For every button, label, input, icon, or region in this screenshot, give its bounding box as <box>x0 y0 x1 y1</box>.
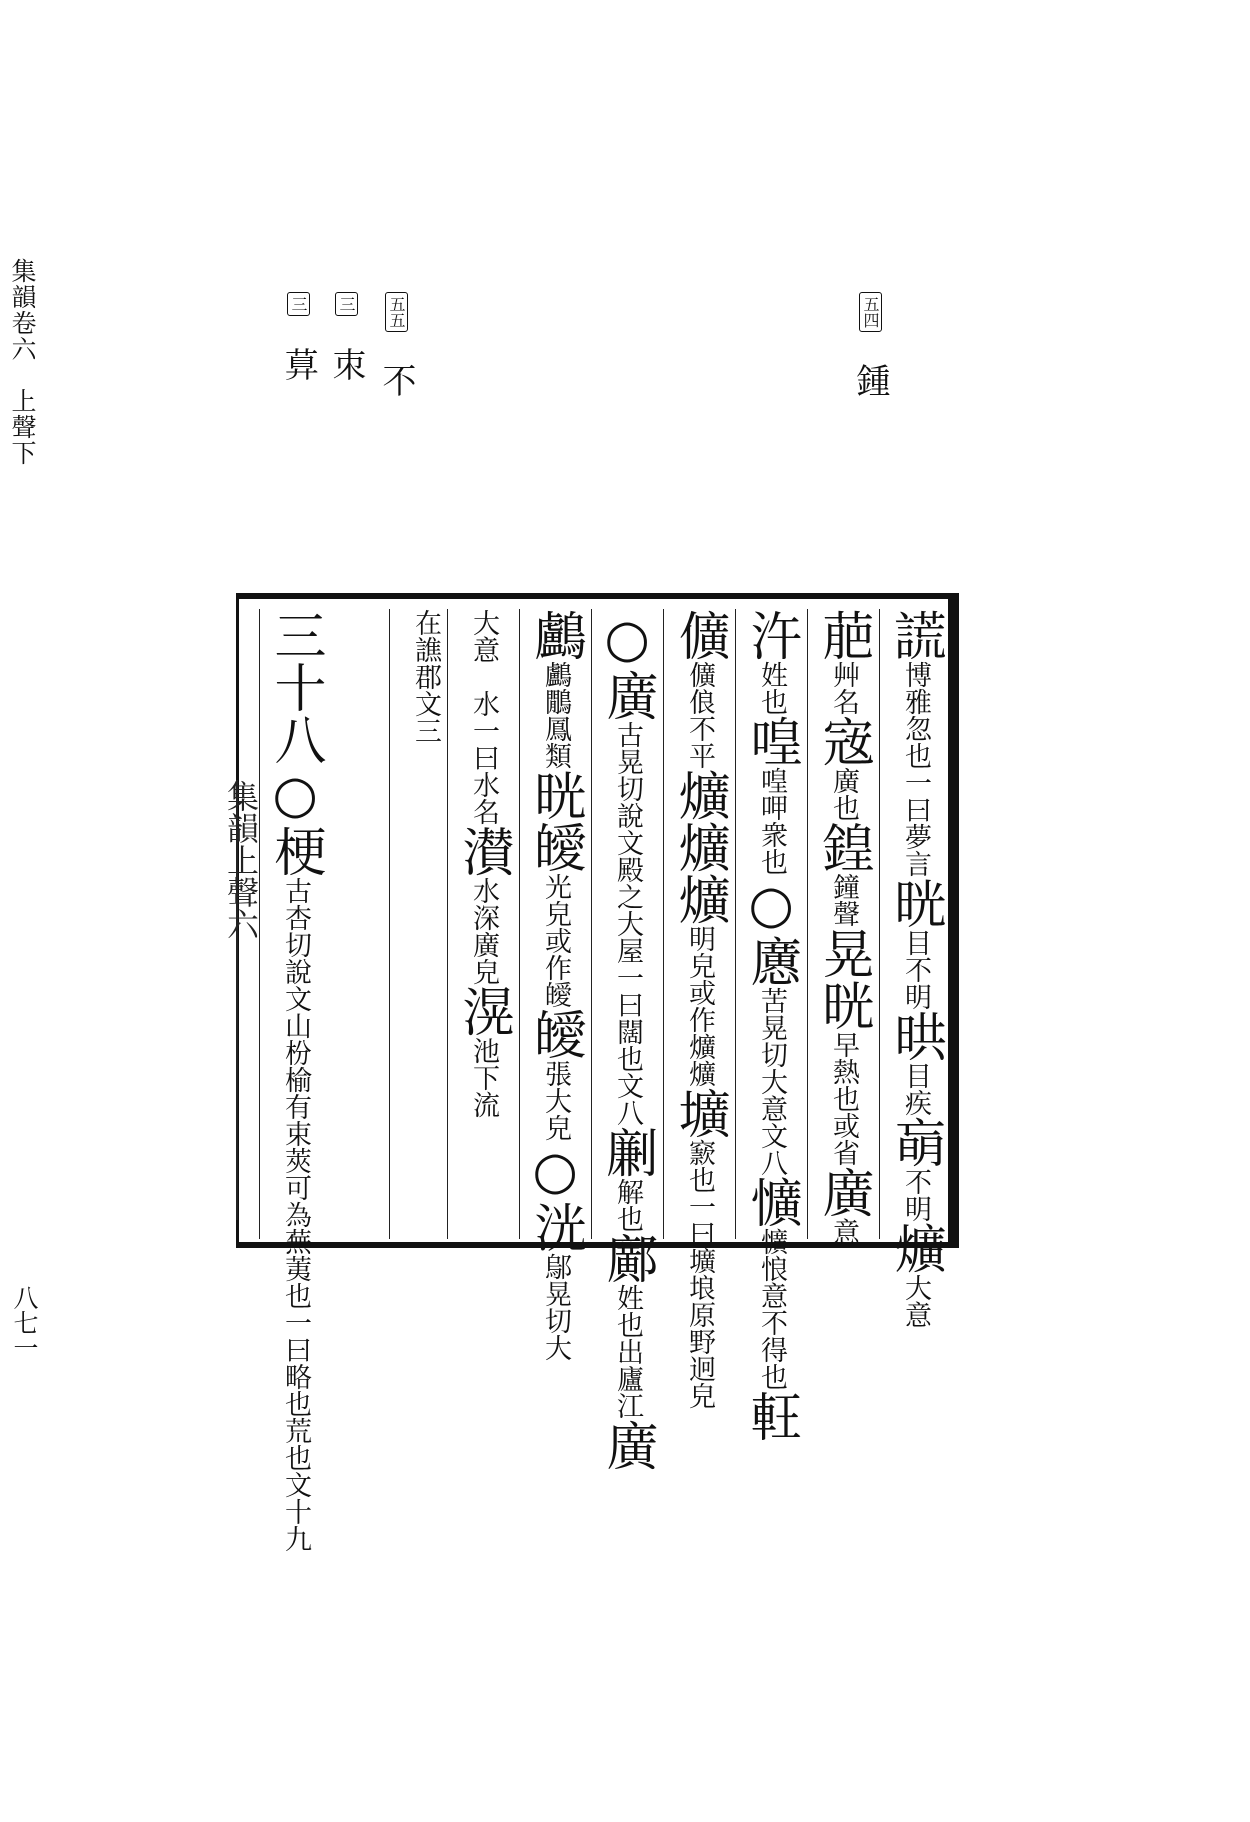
note-mark: 三 <box>335 292 358 316</box>
note-char: 朿 <box>326 347 366 381</box>
text-column-7: 大意 水一曰水名濽水深廣皃滉池下流 <box>447 609 519 1239</box>
running-head: 集韻卷六 上聲下 <box>8 258 37 466</box>
note-mark: 五五 <box>385 292 408 332</box>
text-column-2: 萉艸名宼廣也鍠鐘聲晃晄早熱也或省廣意 <box>807 609 879 1239</box>
collation-note-54 <box>846 292 895 397</box>
gutter-text: 集韻上聲六 <box>222 780 260 940</box>
page-number: 八七一 <box>10 1285 39 1360</box>
text-column-6: 鸕鸕鷳鳳類晄皧光皃或作皧皧張大皃○洸鄔晃切大 <box>519 609 591 1239</box>
text-column-8: 在譙郡文三 <box>389 609 447 1239</box>
text-column-4: 儣儣俍不平爌爌爌明皃或作爌爌壙窾也一曰壙埌原野迥皃 <box>663 609 735 1239</box>
frame-bar <box>948 593 956 1248</box>
note-char: 不 <box>376 363 416 397</box>
text-column-1: 謊博雅忽也一曰夢言晄目不明晎目疾朚不明爌大意 <box>879 609 951 1239</box>
collation-note-3a <box>322 292 371 381</box>
collation-note-55 <box>372 292 421 397</box>
text-block <box>236 593 959 1552</box>
collation-note-3b <box>274 292 323 381</box>
note-char: 萛 <box>278 347 318 381</box>
text-column-9: 三十八○梗古杏切說文山枌榆有束莢可為蕪荑也一曰略也荒也文十九 <box>259 609 389 1239</box>
note-mark: 三 <box>287 292 310 316</box>
text-column-5: ○廣古晃切說文殿之大屋一曰闊也文八劆解也鄺姓也出廬江廣 <box>591 609 663 1239</box>
note-char: 鍾 <box>850 363 890 397</box>
text-column-3: 汻姓也喤喤呷衆也○懬苦晃切大意文八懭懭悢意不得也軖 <box>735 609 807 1239</box>
note-mark: 五四 <box>859 292 882 332</box>
